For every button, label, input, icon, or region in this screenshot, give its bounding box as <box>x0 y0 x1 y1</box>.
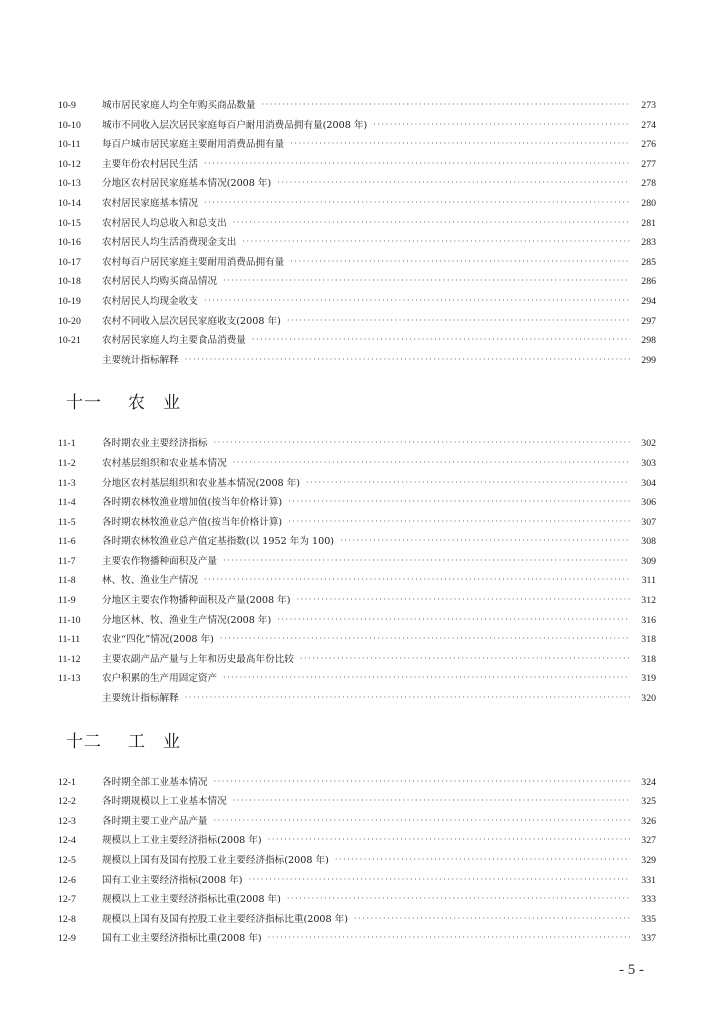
toc-leader-dots <box>290 252 630 272</box>
toc-entry-number: 10-15 <box>58 217 81 229</box>
toc-entry-page: 316 <box>641 614 656 626</box>
toc-entry[interactable] <box>58 174 656 194</box>
toc-entry[interactable] <box>58 513 656 533</box>
toc-entry-page: 320 <box>641 693 656 705</box>
toc-leader-dots <box>185 688 630 708</box>
toc-entry[interactable] <box>58 493 656 513</box>
toc-entry[interactable] <box>58 792 656 812</box>
toc-entry[interactable] <box>58 871 656 891</box>
toc-entry-page: 274 <box>641 119 656 131</box>
toc-entry-number: 10-20 <box>58 315 81 327</box>
toc-entry-title: 规模以上国有及国有控股工业主要经济指标比重(2008 年) <box>102 913 349 925</box>
toc-entry[interactable] <box>58 96 656 116</box>
toc-entry-title: 农村居民家庭基本情况 <box>102 197 198 209</box>
toc-entry[interactable] <box>58 292 656 312</box>
toc-entry-title: 各时期农林牧渔业总产值(按当年价格计算) <box>102 516 283 528</box>
toc-entry-page: 333 <box>641 894 656 906</box>
toc-entry-page: 286 <box>641 276 656 288</box>
toc-leader-dots <box>296 590 630 610</box>
toc-entry-page: 304 <box>641 477 656 489</box>
toc-entry-title: 农村居民家庭人均主要食品消费量 <box>102 335 246 347</box>
toc-entry[interactable] <box>58 630 656 650</box>
toc-entry-page: 335 <box>641 913 656 925</box>
toc-entry-title: 城市居民家庭人均全年购买商品数量 <box>102 100 256 111</box>
toc-entry-number: 10-14 <box>58 197 81 209</box>
toc-leader-dots <box>220 629 630 649</box>
toc-leader-dots <box>223 551 630 571</box>
toc-entry-page: 318 <box>641 653 656 665</box>
toc-leader-dots <box>204 570 630 590</box>
toc-leader-dots <box>233 453 630 473</box>
toc-entry[interactable] <box>58 591 656 611</box>
toc-entry[interactable] <box>58 831 656 851</box>
toc-leader-dots <box>373 115 630 135</box>
toc-entry-page: 312 <box>641 595 656 607</box>
toc-entry-title: 农村居民人均总收入和总支出 <box>102 217 227 229</box>
toc-entry-page: 329 <box>641 855 656 866</box>
toc-entry[interactable] <box>58 929 656 949</box>
toc-leader-dots <box>277 173 630 193</box>
page-number: - 5 - <box>619 962 644 978</box>
toc-entry-title: 分地区农村基层组织和农业基本情况(2008 年) <box>102 477 301 489</box>
toc-entry-title: 主要农副产品产量与上年和历史最高年份比较 <box>102 653 294 665</box>
toc-entry-number: 11-12 <box>58 653 81 665</box>
toc-entry-title: 主要统计指标解释 <box>102 693 179 705</box>
toc-entry-page: 302 <box>641 438 656 450</box>
chapter-title: 农业 <box>128 393 198 414</box>
toc-entry-title: 规模以上国有及国有控股工业主要经济指标(2008 年) <box>102 855 329 866</box>
toc-entry-number: 10-13 <box>58 178 81 190</box>
toc-entry-number: 12-9 <box>58 933 76 945</box>
toc-entry-page: 273 <box>641 100 656 111</box>
toc-leader-dots <box>287 311 630 331</box>
toc-leader-dots <box>242 232 630 252</box>
toc-entry-number: 11-1 <box>58 438 76 450</box>
toc-entry-title: 国有工业主要经济指标(2008 年) <box>102 874 243 886</box>
toc-entry-title: 农户积累的生产用固定资产 <box>102 673 218 685</box>
toc-entry-number: 12-2 <box>58 796 76 808</box>
toc-leader-dots <box>233 213 630 233</box>
toc-leader-dots <box>252 330 630 350</box>
toc-entry-number: 11-6 <box>58 536 76 548</box>
toc-entry-number: 10-10 <box>58 119 81 131</box>
toc-entry-page: 311 <box>641 575 656 587</box>
toc-leader-dots <box>354 909 630 929</box>
toc-entry[interactable] <box>58 116 656 136</box>
toc-entry-number: 10-12 <box>58 158 81 170</box>
toc-entry-page: 297 <box>641 315 656 327</box>
toc-entry[interactable] <box>58 434 656 454</box>
toc-entry-title: 规模以上工业主要经济指标(2008 年) <box>102 835 262 847</box>
toc-entry-page: 278 <box>641 178 656 190</box>
toc-entry[interactable] <box>58 312 656 332</box>
toc-entry-page: 294 <box>641 295 656 307</box>
toc-leader-dots <box>204 154 630 174</box>
toc-entry-number: 12-7 <box>58 894 76 906</box>
toc-entry-title: 农村居民人均购买商品情况 <box>102 276 218 288</box>
toc-entry[interactable] <box>58 773 656 793</box>
toc-entry-title: 各时期全部工业基本情况 <box>102 776 208 788</box>
toc-entry-number: 11-9 <box>58 595 76 607</box>
toc-entry[interactable] <box>58 253 656 273</box>
toc-entry-page: 276 <box>641 139 656 151</box>
toc-leader-dots <box>335 850 630 870</box>
toc-leader-dots <box>340 531 630 551</box>
toc-entry[interactable] <box>58 233 656 253</box>
toc-entry-title: 主要农作物播种面积及产量 <box>102 555 218 567</box>
toc-entry-number: 10-11 <box>58 139 81 151</box>
toc-entry-page: 283 <box>641 237 656 249</box>
toc-entry-title: 主要统计指标解释 <box>102 354 179 366</box>
toc-entry[interactable] <box>58 571 656 591</box>
toc-leader-dots <box>214 433 630 453</box>
toc-entry[interactable] <box>58 669 656 689</box>
toc-entry-page: 331 <box>641 874 656 886</box>
toc-entry-title: 分地区主要农作物播种面积及产量(2008 年) <box>102 595 291 607</box>
toc-entry-title: 分地区农村居民家庭基本情况(2008 年) <box>102 178 272 190</box>
chapter-heading <box>58 723 656 761</box>
toc-entry-page: 298 <box>641 335 656 347</box>
toc-entry[interactable] <box>58 890 656 910</box>
toc-entry-title: 农村居民人均生活消费现金支出 <box>102 237 237 249</box>
toc-leader-dots <box>204 291 630 311</box>
toc-entry-number: 11-4 <box>58 497 76 509</box>
toc-entry-number: 11-5 <box>58 516 76 528</box>
toc-leader-dots <box>300 649 630 669</box>
toc-entry-page: 306 <box>641 497 656 509</box>
toc-leader-dots <box>204 193 630 213</box>
toc-entry-title: 主要年份农村居民生活 <box>102 158 198 170</box>
toc-leader-dots <box>287 889 630 909</box>
toc-leader-dots <box>288 512 630 532</box>
toc-entry-title: 农村不同收入层次居民家庭收支(2008 年) <box>102 315 281 327</box>
toc-entry-title: 各时期农业主要经济指标 <box>102 438 208 450</box>
toc-leader-dots <box>290 134 630 154</box>
toc-entry[interactable] <box>58 611 656 631</box>
toc-leader-dots <box>306 473 630 493</box>
toc-entry[interactable] <box>58 272 656 292</box>
toc-entry-number: 12-5 <box>58 855 76 866</box>
toc-entry-page: 327 <box>641 835 656 847</box>
toc-entry-title: 每百户城市居民家庭主要耐用消费品拥有量 <box>102 139 285 151</box>
chapter-number: 十二 <box>66 731 102 752</box>
toc-entry-title: 各时期规模以上工业基本情况 <box>102 796 227 808</box>
toc-leader-dots <box>277 610 630 630</box>
toc-leader-dots <box>214 811 630 831</box>
toc-leader-dots <box>288 492 630 512</box>
toc-entry-title: 农村每百户居民家庭主要耐用消费品拥有量 <box>102 256 285 268</box>
toc-leader-dots <box>223 668 630 688</box>
toc-leader-dots <box>214 772 630 792</box>
toc-entry-page: 281 <box>641 217 656 229</box>
toc-entry-number: 12-8 <box>58 913 76 925</box>
toc-entry[interactable] <box>58 155 656 175</box>
toc-leader-dots <box>262 95 631 115</box>
toc-entry[interactable] <box>58 812 656 832</box>
toc-entry-page: 337 <box>641 933 656 945</box>
toc-entry-page: 277 <box>641 158 656 170</box>
toc-leader-dots <box>233 791 630 811</box>
toc-entry-number: 10-16 <box>58 237 81 249</box>
toc-entry-number: 11-13 <box>58 673 81 685</box>
toc-entry-number: 11-3 <box>58 477 76 489</box>
toc-entry-page: 326 <box>641 815 656 827</box>
toc-entry-number: 11-8 <box>58 575 76 587</box>
toc-entry-number: 10-18 <box>58 276 81 288</box>
chapter-heading <box>58 384 656 422</box>
toc-entry-title: 各时期农林牧渔业总产值定基指数(以 1952 年为 100) <box>102 536 335 548</box>
toc-entry-page: 319 <box>641 673 656 685</box>
toc-entry-title: 国有工业主要经济指标比重(2008 年) <box>102 933 262 945</box>
toc-entry-page: 318 <box>641 634 656 646</box>
toc-entry-title: 分地区林、牧、渔业生产情况(2008 年) <box>102 614 272 626</box>
toc-entry[interactable] <box>58 454 656 474</box>
toc-entry-number: 10-21 <box>58 335 81 347</box>
toc-entry-title: 各时期主要工业产品产量 <box>102 815 208 827</box>
toc-entry[interactable] <box>58 532 656 552</box>
chapter-number: 十一 <box>66 393 102 414</box>
toc-entry-number: 11-10 <box>58 614 81 626</box>
toc-entry-page: 309 <box>641 555 656 567</box>
chapter-title: 工业 <box>128 731 198 752</box>
toc-leader-dots <box>248 870 630 890</box>
toc-entry[interactable] <box>58 910 656 930</box>
toc-entry-title: 各时期农林牧渔业增加值(按当年价格计算) <box>102 497 283 509</box>
toc-entry-title: 规模以上工业主要经济指标比重(2008 年) <box>102 894 281 906</box>
toc-leader-dots <box>268 830 630 850</box>
toc-entry-number: 10-9 <box>58 100 76 111</box>
toc-entry-title: 城市不同收入层次居民家庭每百户耐用消费品拥有量(2008 年) <box>102 119 368 131</box>
toc-leader-dots <box>223 271 630 291</box>
toc-entry-number: 11-2 <box>58 457 76 469</box>
toc-entry[interactable] <box>58 689 656 709</box>
table-of-contents <box>58 96 656 949</box>
toc-entry-page: 308 <box>641 536 656 548</box>
toc-entry-number: 11-11 <box>58 634 81 646</box>
toc-leader-dots <box>185 350 630 370</box>
toc-entry-number: 12-1 <box>58 776 76 788</box>
toc-entry[interactable] <box>58 851 656 871</box>
toc-entry-title: 农村基层组织和农业基本情况 <box>102 457 227 469</box>
toc-entry-number: 12-4 <box>58 835 76 847</box>
toc-entry[interactable] <box>58 650 656 670</box>
toc-entry[interactable] <box>58 552 656 572</box>
toc-entry[interactable] <box>58 351 656 371</box>
toc-leader-dots <box>268 928 630 948</box>
toc-entry-number: 11-7 <box>58 555 76 567</box>
toc-entry-number: 12-6 <box>58 874 76 886</box>
toc-entry-page: 280 <box>641 197 656 209</box>
toc-entry-title: 农业“四化”情况(2008 年) <box>102 634 214 646</box>
toc-entry-page: 303 <box>641 457 656 469</box>
toc-entry-page: 307 <box>641 516 656 528</box>
toc-entry[interactable] <box>58 474 656 494</box>
toc-entry[interactable] <box>58 331 656 351</box>
toc-entry-page: 324 <box>641 776 656 788</box>
toc-entry[interactable] <box>58 135 656 155</box>
toc-entry-page: 285 <box>641 256 656 268</box>
toc-entry-number: 12-3 <box>58 815 76 827</box>
toc-entry[interactable] <box>58 214 656 234</box>
toc-entry-title: 农村居民人均现金收支 <box>102 295 198 307</box>
toc-entry-number: 10-17 <box>58 256 81 268</box>
toc-entry-page: 325 <box>641 796 656 808</box>
toc-entry[interactable] <box>58 194 656 214</box>
toc-entry-page: 299 <box>641 354 656 366</box>
toc-entry-title: 林、牧、渔业生产情况 <box>102 575 198 587</box>
toc-entry-number: 10-19 <box>58 295 81 307</box>
